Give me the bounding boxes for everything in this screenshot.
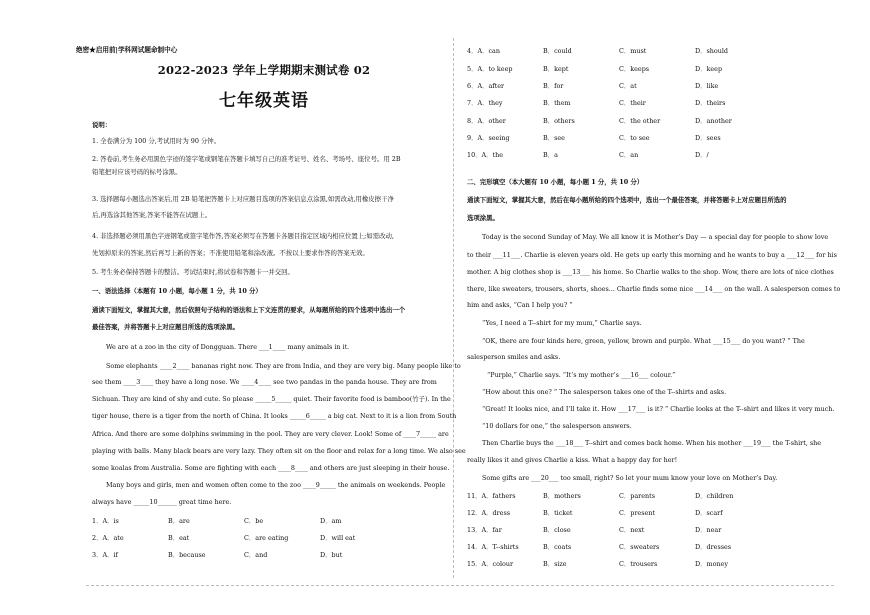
option-c: C．trousers — [619, 560, 658, 568]
option-c: C．present — [619, 509, 655, 517]
passage-line: Some elephants ____2____ bananas right now. They are from India, and they are very big. Many people like to — [106, 362, 461, 370]
passage-line: him and asks, “Can I help you? ” — [467, 301, 573, 309]
option-a: 13．A．far — [467, 526, 502, 534]
option-b: B．because — [168, 551, 206, 559]
option-d: D．near — [695, 526, 722, 534]
option-c: C．at — [619, 82, 637, 90]
exam-title: 2022-2023 学年上学期期末测试卷 02 — [157, 63, 371, 77]
passage-line: “OK, there are four kinds here, green, yellow, brown and purple. What ___15___ do you want? ” The — [482, 337, 805, 345]
option-c: C．be — [244, 517, 264, 525]
option-b: B．size — [543, 560, 567, 568]
option-a: 3．A．if — [92, 551, 118, 559]
option-b: B．for — [543, 82, 564, 90]
instruction-line: 3. 选择题每小题选出答案后,用 2B 铅笔把答题卡上对应题目选项的答案信息点涂黑,如需改动,用橡皮擦干净 — [92, 195, 394, 203]
option-d: D．should — [695, 47, 729, 55]
option-b: B．kept — [543, 65, 569, 73]
passage-line: “Yes, I need a T--shirt for my mum,” Charlie says. — [482, 319, 642, 327]
option-d: D．sees — [695, 134, 721, 142]
option-c: C．their — [619, 99, 646, 107]
option-d: D．am — [320, 517, 342, 525]
option-a: 4．A．can — [467, 47, 500, 55]
option-c: C．parents — [619, 492, 655, 500]
passage-line: really likes it and gives Charlie a kiss. What a happy day for her! — [467, 456, 678, 464]
option-a: 7．A．they — [467, 99, 503, 107]
passage-line: “Great! It looks nice, and I’ll take it. How ___17___ is it? ” Charlie looks at the T--shirt and likes it very much. — [482, 405, 835, 413]
option-b: B．could — [543, 47, 572, 55]
passage-line: some koalas from Australia. Some are fighting with each ____8____ and others are just sleeping in their house. — [92, 464, 450, 472]
passage-line: Today is the second Sunday of May. We all know it is Mother’s Day — a special day for people to show love — [482, 233, 829, 241]
option-d: D．theirs — [695, 99, 726, 107]
option-a: 8．A．other — [467, 117, 506, 125]
passage-line: “Purple,” Charlie says. “It’s my mother’s ___16___ colour.” — [487, 371, 676, 379]
option-b: B．close — [543, 526, 571, 534]
option-b: B．a — [543, 151, 558, 159]
secret-label: 绝密★启用前|学科网试题命制中心 — [76, 46, 178, 54]
instruction-line: 2. 答卷前,考生务必用黑色字迹的签字笔或钢笔在答题卡填写自己的准考证号、姓名、考场号、座位号。用 2B — [92, 155, 401, 163]
passage-line: Then Charlie buys the ___18___ T--shirt and comes back home. When his mother ___19___ the T-shirt, she — [482, 439, 822, 447]
passage-line: Sichuan. They are kind of shy and cute. So please _____5_____ quiet. Their favorite food is bamboo(竹子). In the — [92, 395, 451, 403]
instruction-line: 1. 全卷满分为 100 分,考试用时为 90 分钟。 — [92, 137, 221, 145]
section1-directions: 通读下面短文，掌握其大意，然后依照句子结构的语法和上下文连贯的要求，从每题所给的四个选项中选出一个 — [92, 306, 406, 314]
passage-line: mother. A big clothes shop is ___13___ his home. So Charlie walks to the shop. Wow, there are lots of nice clothes — [467, 268, 834, 276]
instruction-line: 4. 非选择题必须用黑色字迹钢笔或签字笔作答,答案必须写在答题卡各题目指定区域内相应位置上;如需改动, — [92, 232, 394, 240]
passage-line: “10 dollars for one,” the salesperson answers. — [482, 422, 632, 430]
column-divider — [453, 38, 454, 578]
passage-line: Africa. And there are some dolphins swimming in the pool. They are very clever. Look! Some of ____7_____ are — [92, 430, 449, 438]
option-d: D．will eat — [320, 534, 356, 542]
option-a: 10．A．the — [467, 151, 503, 159]
instruction-line: 后,再选涂其他答案,答案不能答在试题上。 — [92, 211, 212, 219]
option-c: C．next — [619, 526, 645, 534]
option-c: C．keeps — [619, 65, 650, 73]
bottom-rule — [86, 585, 834, 586]
option-c: C．to see — [619, 134, 650, 142]
option-a: 12．A．dress — [467, 509, 511, 517]
option-c: C．must — [619, 47, 647, 55]
passage-line: to their ___11___. Charlie is eleven years old. He gets up early this morning and he wants to buy a ___12___ for his — [467, 251, 837, 259]
passage-line: “How about this one? ” The salesperson takes one of the T--shirts and asks. — [482, 388, 727, 396]
instruction-line: 铅笔把对应该号码的标号涂黑。 — [92, 168, 182, 176]
option-b: B．others — [543, 117, 575, 125]
option-c: C．sweaters — [619, 543, 660, 551]
option-a: 14．A．T--shirts — [467, 543, 519, 551]
option-a: 5．A．to keep — [467, 65, 513, 73]
passage-line: there, like sweaters, trousers, shorts, shoes... Charlie finds some nice ___14___ on the wall. A salesperson comes to — [467, 285, 841, 293]
passage-line: tiger house, there is a tiger from the north of China. It looks _____6_____ a big cat. Next to it is a lion from South — [92, 412, 457, 420]
option-a: 6．A．after — [467, 82, 505, 90]
option-c: C．are eating — [244, 534, 289, 542]
option-d: D．/ — [695, 151, 709, 159]
option-b: B．coats — [543, 543, 572, 551]
option-a: 9．A．seeing — [467, 134, 510, 142]
option-c: C．and — [244, 551, 268, 559]
option-c: C．an — [619, 151, 639, 159]
section2-directions: 通读下面短文，掌握其大意，然后在每小题所给的四个选项中，选出一个最佳答案，并将答题卡上对应题目所选的 — [467, 196, 787, 204]
passage-line: playing with balls. Many black bears are very lazy. They often sit on the floor and relax for a long time. We also see — [92, 447, 466, 455]
option-a: 15．A．colour — [467, 560, 514, 568]
passage-line: see them ____3____ they have a long nose. We ____4____ see two pandas in the panda house. They are from — [92, 378, 437, 386]
exam-subject: 七年级英语 — [219, 91, 309, 111]
section2-directions: 选项涂黑。 — [467, 214, 499, 222]
option-b: B．them — [543, 99, 571, 107]
option-b: B．eat — [168, 534, 190, 542]
option-d: D．like — [695, 82, 719, 90]
option-b: B．are — [168, 517, 190, 525]
instructions-heading: 说明： — [92, 121, 112, 129]
section1-heading: 一、语法选择（本题有 10 小题，每小题 1 分，共 10 分） — [92, 287, 262, 295]
option-a: 1．A．is — [92, 517, 119, 525]
instruction-line: 5. 考生务必保持答题卡的整洁。考试结束时,将试卷和答题卡一并交回。 — [92, 268, 294, 276]
section2-heading: 二、完形填空（本大题有 10 小题，每小题 1 分，共 10 分） — [467, 178, 644, 186]
option-b: B．see — [543, 134, 565, 142]
option-b: B．ticket — [543, 509, 573, 517]
passage-line: salesperson smiles and asks. — [467, 353, 561, 361]
passage-line: Some gifts are ___20___ too small, right? So let your mum know your love on Mother’s Day. — [482, 474, 778, 482]
option-d: D．money — [695, 560, 728, 568]
option-d: D．children — [695, 492, 734, 500]
option-d: D．another — [695, 117, 732, 125]
option-a: 2．A．ate — [92, 534, 124, 542]
option-b: B．mothers — [543, 492, 581, 500]
instruction-line: 先划掉原来的答案,然后再写上新的答案；不准使用铅笔和涂改液。不按以上要求作答的答案无效。 — [92, 249, 369, 257]
passage-line: Many boys and girls, men and women often come to the zoo ____9_____ the animals on weekends. People — [106, 481, 446, 489]
option-c: C．the other — [619, 117, 661, 125]
passage-line: We are at a zoo in the city of Dongguan. There ___1____ many animals in it. — [106, 343, 350, 351]
option-a: 11．A．fathers — [467, 492, 516, 500]
section1-directions: 最佳答案，并将答题卡上对应题目所选的选项涂黑。 — [92, 323, 239, 331]
option-d: D．keep — [695, 65, 723, 73]
option-d: D．but — [320, 551, 343, 559]
option-d: D．dresses — [695, 543, 732, 551]
passage-line: always have _____10______ great time here. — [92, 498, 232, 506]
option-d: D．scarf — [695, 509, 723, 517]
